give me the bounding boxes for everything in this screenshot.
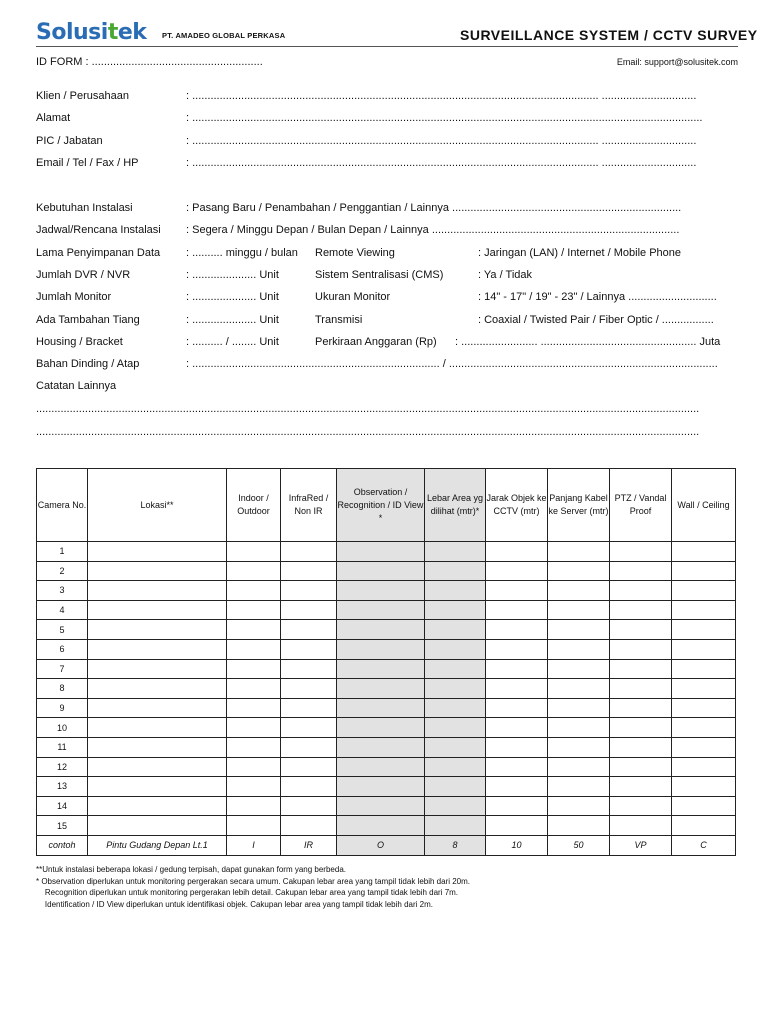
table-input-cell[interactable] bbox=[425, 542, 486, 562]
table-row bbox=[37, 816, 736, 836]
footnote: * Observation diperlukan untuk monitoring pergerakan secara umum. Cakupan lebar area yang tampil tidak lebih dari 20m. bbox=[36, 876, 471, 886]
table-input-cell[interactable] bbox=[610, 796, 672, 816]
camera-number-cell: 6 bbox=[37, 639, 88, 659]
example-cell: I bbox=[227, 835, 281, 855]
storage-label: Lama Penyimpanan Data bbox=[36, 247, 161, 259]
table-input-cell[interactable] bbox=[425, 816, 486, 836]
table-input-cell[interactable] bbox=[672, 698, 736, 718]
table-input-cell[interactable] bbox=[672, 561, 736, 581]
col-wall-ceiling: Wall / Ceiling bbox=[672, 469, 736, 542]
install-schedule-label: Jadwal/Rencana Instalasi bbox=[36, 224, 161, 236]
table-input-cell[interactable] bbox=[425, 561, 486, 581]
table-input-cell[interactable] bbox=[425, 659, 486, 679]
table-input-cell[interactable] bbox=[88, 561, 227, 581]
table-input-cell[interactable] bbox=[88, 600, 227, 620]
table-input-cell[interactable] bbox=[227, 757, 281, 777]
housing-field[interactable]: : .......... / ........ Unit bbox=[186, 336, 279, 348]
table-input-cell[interactable] bbox=[610, 600, 672, 620]
table-input-cell[interactable] bbox=[337, 698, 425, 718]
table-row bbox=[37, 737, 736, 757]
table-input-cell[interactable] bbox=[672, 581, 736, 601]
table-input-cell[interactable] bbox=[486, 542, 548, 562]
table-input-cell[interactable] bbox=[281, 679, 337, 699]
table-input-cell[interactable] bbox=[548, 620, 610, 640]
table-input-cell[interactable] bbox=[672, 620, 736, 640]
contact-email: Email: support@solusitek.com bbox=[616, 57, 738, 67]
table-input-cell[interactable] bbox=[281, 639, 337, 659]
table-input-cell[interactable] bbox=[672, 777, 736, 797]
example-cell: contoh bbox=[37, 835, 88, 855]
header-divider bbox=[36, 46, 738, 47]
table-input-cell[interactable] bbox=[227, 777, 281, 797]
camera-table bbox=[36, 468, 736, 856]
table-input-cell[interactable] bbox=[672, 737, 736, 757]
table-input-cell[interactable] bbox=[610, 639, 672, 659]
table-input-cell[interactable] bbox=[672, 639, 736, 659]
camera-number-cell: 9 bbox=[37, 698, 88, 718]
table-input-cell[interactable] bbox=[610, 698, 672, 718]
col-indoor-outdoor: Indoor / Outdoor bbox=[227, 469, 281, 542]
address-field[interactable]: : ....................................................................................................................................................................... bbox=[186, 112, 703, 124]
camera-number-cell: 3 bbox=[37, 581, 88, 601]
table-input-cell[interactable] bbox=[548, 581, 610, 601]
camera-number-cell: 13 bbox=[37, 777, 88, 797]
table-input-cell[interactable] bbox=[672, 679, 736, 699]
col-ptz-vandal: PTZ / Vandal Proof bbox=[610, 469, 672, 542]
table-input-cell[interactable] bbox=[88, 718, 227, 738]
table-input-cell[interactable] bbox=[88, 796, 227, 816]
camera-number-cell: 5 bbox=[37, 620, 88, 640]
col-view-type: Observation / Recognition / ID View * bbox=[337, 469, 425, 542]
table-input-cell[interactable] bbox=[425, 679, 486, 699]
table-input-cell[interactable] bbox=[425, 600, 486, 620]
pic-field[interactable]: : ..................................................................................................................................... ............................... bbox=[186, 135, 697, 147]
table-input-cell[interactable] bbox=[227, 796, 281, 816]
table-input-cell[interactable] bbox=[88, 542, 227, 562]
table-input-cell[interactable] bbox=[548, 777, 610, 797]
table-input-cell[interactable] bbox=[337, 757, 425, 777]
cms-label: Sistem Sentralisasi (CMS) bbox=[315, 269, 444, 281]
table-input-cell[interactable] bbox=[548, 757, 610, 777]
table-input-cell[interactable] bbox=[227, 542, 281, 562]
table-input-cell[interactable] bbox=[486, 777, 548, 797]
table-input-cell[interactable] bbox=[88, 620, 227, 640]
table-input-cell[interactable] bbox=[281, 581, 337, 601]
table-input-cell[interactable] bbox=[672, 816, 736, 836]
table-input-cell[interactable] bbox=[88, 581, 227, 601]
table-row bbox=[37, 600, 736, 620]
camera-number-cell: 10 bbox=[37, 718, 88, 738]
table-row bbox=[37, 542, 736, 562]
install-schedule-field[interactable]: : Segera / Minggu Depan / Bulan Depan / Lainnya ................................................................................. bbox=[186, 224, 680, 236]
example-cell: 50 bbox=[548, 835, 610, 855]
budget-label: Perkiraan Anggaran (Rp) bbox=[315, 336, 437, 348]
example-cell: C bbox=[672, 835, 736, 855]
table-input-cell[interactable] bbox=[281, 561, 337, 581]
table-input-cell[interactable] bbox=[281, 620, 337, 640]
col-area-width: Lebar Area yg dilihat (mtr)* bbox=[425, 469, 486, 542]
table-input-cell[interactable] bbox=[88, 757, 227, 777]
pole-field[interactable]: : ..................... Unit bbox=[186, 314, 279, 326]
table-input-cell[interactable] bbox=[337, 639, 425, 659]
camera-number-cell: 7 bbox=[37, 659, 88, 679]
table-input-cell[interactable] bbox=[281, 816, 337, 836]
table-input-cell[interactable] bbox=[486, 561, 548, 581]
table-input-cell[interactable] bbox=[548, 796, 610, 816]
camera-number-cell: 8 bbox=[37, 679, 88, 699]
table-row bbox=[37, 659, 736, 679]
table-input-cell[interactable] bbox=[88, 777, 227, 797]
table-input-cell[interactable] bbox=[227, 581, 281, 601]
notes-label: Catatan Lainnya bbox=[36, 380, 117, 392]
table-input-cell[interactable] bbox=[672, 600, 736, 620]
transmission-field[interactable]: : Coaxial / Twisted Pair / Fiber Optic / ................. bbox=[478, 314, 714, 326]
camera-number-cell: 1 bbox=[37, 542, 88, 562]
table-header-row bbox=[37, 469, 736, 542]
table-input-cell[interactable] bbox=[486, 796, 548, 816]
transmission-label: Transmisi bbox=[315, 314, 363, 326]
table-input-cell[interactable] bbox=[486, 581, 548, 601]
table-input-cell[interactable] bbox=[227, 679, 281, 699]
col-distance: Jarak Objek ke CCTV (mtr) bbox=[486, 469, 548, 542]
table-input-cell[interactable] bbox=[281, 698, 337, 718]
example-cell: 10 bbox=[486, 835, 548, 855]
table-input-cell[interactable] bbox=[227, 600, 281, 620]
table-input-cell[interactable] bbox=[610, 679, 672, 699]
table-input-cell[interactable] bbox=[281, 757, 337, 777]
col-camera-no: Camera No. bbox=[37, 469, 88, 542]
table-input-cell[interactable] bbox=[548, 600, 610, 620]
table-input-cell[interactable] bbox=[425, 796, 486, 816]
table-row bbox=[37, 620, 736, 640]
table-input-cell[interactable] bbox=[486, 679, 548, 699]
table-row bbox=[37, 757, 736, 777]
table-row bbox=[37, 581, 736, 601]
example-cell: Pintu Gudang Depan Lt.1 bbox=[88, 835, 227, 855]
pole-label: Ada Tambahan Tiang bbox=[36, 314, 140, 326]
table-input-cell[interactable] bbox=[486, 718, 548, 738]
table-row bbox=[37, 639, 736, 659]
footnote: Identification / ID View diperlukan untuk identifikasi objek. Cakupan lebar area yang tampil tidak lebih dari 2m. bbox=[36, 899, 433, 909]
camera-number-cell: 11 bbox=[37, 737, 88, 757]
table-input-cell[interactable] bbox=[548, 718, 610, 738]
camera-number-cell: 14 bbox=[37, 796, 88, 816]
table-input-cell[interactable] bbox=[227, 561, 281, 581]
footnote: Recognition diperlukan untuk monitoring pergerakan lebih detail. Cakupan lebar area yang tampil tidak lebih dari 7m. bbox=[36, 888, 459, 897]
table-input-cell[interactable] bbox=[672, 542, 736, 562]
table-input-cell[interactable] bbox=[281, 718, 337, 738]
table-input-cell[interactable] bbox=[610, 581, 672, 601]
dvr-count-label: Jumlah DVR / NVR bbox=[36, 269, 131, 281]
table-row bbox=[37, 561, 736, 581]
camera-number-cell: 2 bbox=[37, 561, 88, 581]
monitor-count-label: Jumlah Monitor bbox=[36, 291, 112, 303]
table-input-cell[interactable] bbox=[337, 718, 425, 738]
table-input-cell[interactable] bbox=[486, 600, 548, 620]
table-input-cell[interactable] bbox=[425, 737, 486, 757]
table-input-cell[interactable] bbox=[610, 777, 672, 797]
table-input-cell[interactable] bbox=[227, 718, 281, 738]
table-input-cell[interactable] bbox=[486, 816, 548, 836]
table-row bbox=[37, 679, 736, 699]
client-field[interactable]: : ..................................................................................................................................... ............................... bbox=[186, 90, 697, 102]
table-input-cell[interactable] bbox=[425, 757, 486, 777]
table-input-cell[interactable] bbox=[548, 816, 610, 836]
table-row bbox=[37, 698, 736, 718]
table-input-cell[interactable] bbox=[425, 777, 486, 797]
table-input-cell[interactable] bbox=[337, 561, 425, 581]
table-input-cell[interactable] bbox=[672, 718, 736, 738]
contact-field[interactable]: : ..................................................................................................................................... ............................... bbox=[186, 157, 697, 169]
table-input-cell[interactable] bbox=[281, 600, 337, 620]
table-input-cell[interactable] bbox=[610, 659, 672, 679]
install-need-label: Kebutuhan Instalasi bbox=[36, 202, 133, 214]
table-input-cell[interactable] bbox=[337, 737, 425, 757]
table-input-cell[interactable] bbox=[337, 679, 425, 699]
table-input-cell[interactable] bbox=[337, 600, 425, 620]
example-cell: O bbox=[337, 835, 425, 855]
table-input-cell[interactable] bbox=[548, 561, 610, 581]
remote-viewing-field[interactable]: : Jaringan (LAN) / Internet / Mobile Phone bbox=[478, 247, 681, 259]
wall-material-label: Bahan Dinding / Atap bbox=[36, 358, 140, 370]
table-input-cell[interactable] bbox=[486, 698, 548, 718]
table-input-cell[interactable] bbox=[672, 796, 736, 816]
monitor-count-field[interactable]: : ..................... Unit bbox=[186, 291, 279, 303]
table-input-cell[interactable] bbox=[337, 581, 425, 601]
footnotes bbox=[36, 864, 470, 910]
install-need-field[interactable]: : Pasang Baru / Penambahan / Penggantian / Lainnya ........................................................................... bbox=[186, 202, 682, 214]
table-row bbox=[37, 777, 736, 797]
table-input-cell[interactable] bbox=[610, 816, 672, 836]
housing-label: Housing / Bracket bbox=[36, 336, 123, 348]
table-input-cell[interactable] bbox=[425, 581, 486, 601]
table-input-cell[interactable] bbox=[548, 639, 610, 659]
table-input-cell[interactable] bbox=[610, 757, 672, 777]
example-row bbox=[37, 835, 736, 855]
table-input-cell[interactable] bbox=[227, 737, 281, 757]
table-input-cell[interactable] bbox=[486, 659, 548, 679]
table-input-cell[interactable] bbox=[486, 639, 548, 659]
table-input-cell[interactable] bbox=[425, 698, 486, 718]
table-input-cell[interactable] bbox=[337, 816, 425, 836]
cms-field[interactable]: : Ya / Tidak bbox=[478, 269, 533, 281]
notes-line[interactable]: ......................................................................................................................................................................................................................... bbox=[36, 426, 700, 438]
table-input-cell[interactable] bbox=[548, 542, 610, 562]
wall-material-field[interactable]: : ................................................................................. / ........................................................................................ bbox=[186, 358, 718, 370]
table-input-cell[interactable] bbox=[281, 737, 337, 757]
notes-line[interactable]: ......................................................................................................................................................................................................................... bbox=[36, 403, 700, 415]
table-row bbox=[37, 796, 736, 816]
table-input-cell[interactable] bbox=[425, 620, 486, 640]
table-input-cell[interactable] bbox=[88, 737, 227, 757]
monitor-size-field[interactable]: : 14" - 17" / 19" - 23" / Lainnya ............................. bbox=[478, 291, 717, 303]
budget-field[interactable]: : ......................... ................................................... Juta bbox=[455, 336, 721, 348]
table-input-cell[interactable] bbox=[227, 620, 281, 640]
table-input-cell[interactable] bbox=[281, 659, 337, 679]
table-row bbox=[37, 718, 736, 738]
camera-number-cell: 12 bbox=[37, 757, 88, 777]
table-input-cell[interactable] bbox=[281, 542, 337, 562]
footnote: **Untuk instalasi beberapa lokasi / gedung terpisah, dapat gunakan form yang berbeda. bbox=[36, 865, 346, 874]
table-input-cell[interactable] bbox=[425, 718, 486, 738]
table-input-cell[interactable] bbox=[610, 542, 672, 562]
table-input-cell[interactable] bbox=[88, 698, 227, 718]
table-input-cell[interactable] bbox=[337, 542, 425, 562]
storage-field[interactable]: : .......... minggu / bulan bbox=[186, 247, 298, 259]
example-cell: 8 bbox=[425, 835, 486, 855]
table-input-cell[interactable] bbox=[227, 639, 281, 659]
table-input-cell[interactable] bbox=[610, 620, 672, 640]
col-cable-length: Panjang Kabel ke Server (mtr) bbox=[548, 469, 610, 542]
monitor-size-label: Ukuran Monitor bbox=[315, 291, 391, 303]
col-location: Lokasi** bbox=[88, 469, 227, 542]
page-title: SURVEILLANCE SYSTEM / CCTV SURVEY bbox=[460, 27, 758, 43]
table-input-cell[interactable] bbox=[425, 639, 486, 659]
contact-label: Email / Tel / Fax / HP bbox=[36, 157, 139, 169]
table-input-cell[interactable] bbox=[88, 659, 227, 679]
table-input-cell[interactable] bbox=[548, 737, 610, 757]
dvr-count-field[interactable]: : ..................... Unit bbox=[186, 269, 279, 281]
table-input-cell[interactable] bbox=[610, 561, 672, 581]
table-input-cell[interactable] bbox=[227, 816, 281, 836]
example-cell: VP bbox=[610, 835, 672, 855]
table-input-cell[interactable] bbox=[672, 659, 736, 679]
table-input-cell[interactable] bbox=[548, 679, 610, 699]
table-input-cell[interactable] bbox=[88, 639, 227, 659]
table-input-cell[interactable] bbox=[281, 777, 337, 797]
table-input-cell[interactable] bbox=[227, 698, 281, 718]
table-input-cell[interactable] bbox=[88, 816, 227, 836]
col-infrared: InfraRed / Non IR bbox=[281, 469, 337, 542]
table-input-cell[interactable] bbox=[486, 757, 548, 777]
table-input-cell[interactable] bbox=[337, 659, 425, 679]
table-input-cell[interactable] bbox=[337, 620, 425, 640]
company-name: PT. AMADEO GLOBAL PERKASA bbox=[162, 31, 286, 40]
table-input-cell[interactable] bbox=[548, 698, 610, 718]
address-label: Alamat bbox=[36, 112, 71, 124]
table-input-cell[interactable] bbox=[548, 659, 610, 679]
table-input-cell[interactable] bbox=[610, 718, 672, 738]
company-logo: Solusitek bbox=[36, 20, 147, 45]
table-input-cell[interactable] bbox=[337, 777, 425, 797]
table-input-cell[interactable] bbox=[486, 737, 548, 757]
example-cell: IR bbox=[281, 835, 337, 855]
table-input-cell[interactable] bbox=[672, 757, 736, 777]
table-input-cell[interactable] bbox=[610, 737, 672, 757]
remote-viewing-label: Remote Viewing bbox=[315, 247, 395, 259]
table-input-cell[interactable] bbox=[337, 796, 425, 816]
table-input-cell[interactable] bbox=[88, 679, 227, 699]
id-form-field[interactable]: ID FORM : ........................................................ bbox=[36, 56, 263, 68]
table-input-cell[interactable] bbox=[486, 620, 548, 640]
pic-label: PIC / Jabatan bbox=[36, 135, 103, 147]
camera-number-cell: 15 bbox=[37, 816, 88, 836]
camera-number-cell: 4 bbox=[37, 600, 88, 620]
table-input-cell[interactable] bbox=[227, 659, 281, 679]
client-label: Klien / Perusahaan bbox=[36, 90, 129, 102]
table-input-cell[interactable] bbox=[281, 796, 337, 816]
